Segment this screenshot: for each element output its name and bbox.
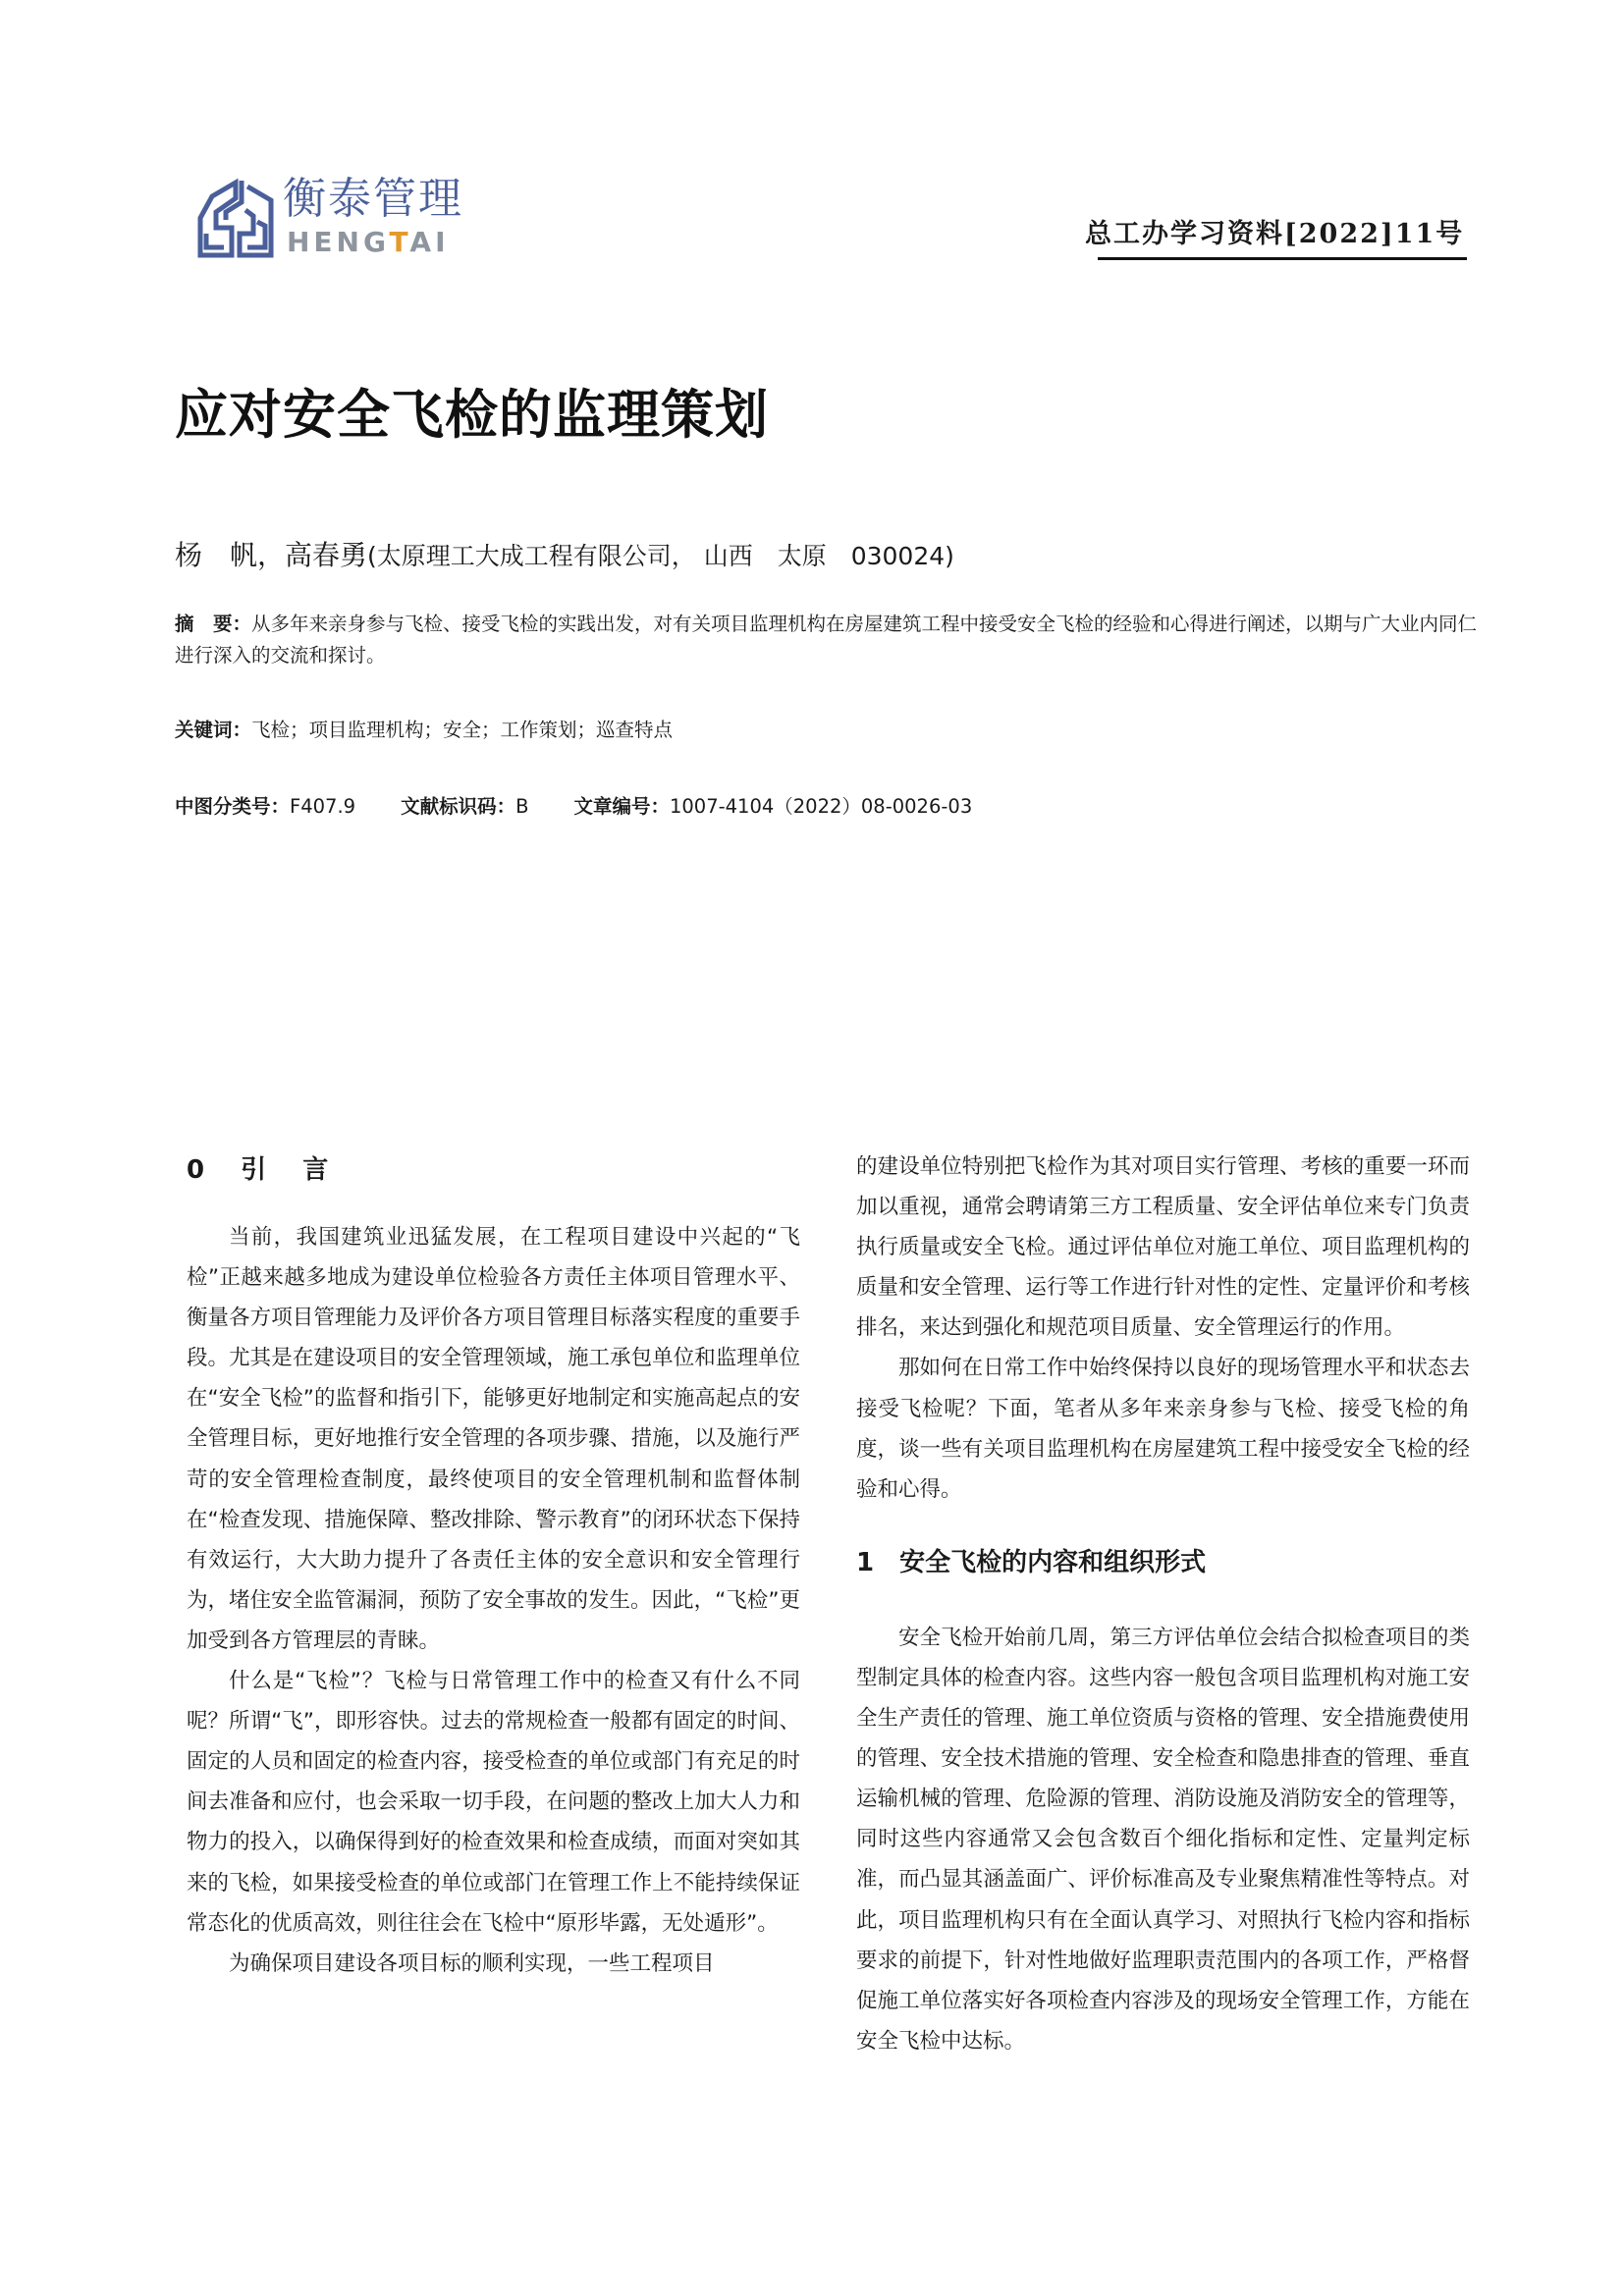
classification-row: [175, 791, 1451, 823]
doc-code-label: 文献标识码：: [401, 795, 516, 818]
article-no-label: 文章编号：: [573, 795, 670, 818]
body-right-column: [856, 1147, 1470, 2061]
series-label: 总工办学习资料[2022]11号: [1085, 219, 1465, 249]
article-no-item: [573, 791, 972, 823]
article-no-value: 1007-4104（2022）08-0026-03: [669, 795, 973, 818]
keywords-label: 关键词：: [175, 719, 252, 741]
logo-english-name: [287, 226, 450, 259]
logo-en-part3: AI: [409, 226, 450, 258]
authors-line: [175, 538, 954, 574]
body-paragraph: 当前，我国建筑业迅猛发展，在工程项目建设中兴起的“飞检”正越来越多地成为建设单位检验各方责任主体项目管理水平、衡量各方项目管理能力及评价各方项目管理目标落实程度的重要手段。尤其是在建设项目的安全管理领域，施工承包单位和监理单位在“安全飞检”的监督和指引下，能够更好地制定和实施高起点的安全管理目标，更好地推行安全管理的各项步骤、措施，以及施行严苛的安全管理检查制度，最终使项目的安全管理机制和监督体制在“检查发现、措施保障、整改排除、警示教育”的闭环状态下保持有效运行，大大助力提升了各责任主体的安全意识和安全管理行为，堵住安全监管漏洞，预防了安全事故的发生。因此，“飞检”更加受到各方管理层的青睐。: [187, 1225, 800, 1653]
body-paragraph-continued: 的建设单位特别把飞检作为其对项目实行管理、考核的重要一环而加以重视，通常会聘请第三方工程质量、安全评估单位来专门负责执行质量或安全飞检。通过评估单位对施工单位、项目监理机构的质量和安全管理、运行等工作进行针对性的定性、定量评价和考核排名，来达到强化和规范项目质量、安全管理运行的作用。: [856, 1154, 1470, 1341]
logo-chinese-name: 衡泰管理: [283, 174, 463, 224]
clc-item: [175, 791, 355, 823]
body-paragraph: 为确保项目建设各项目标的顺利实现，一些工程项目: [229, 1950, 715, 1976]
body-left-column: [187, 1150, 800, 1984]
clc-label: 中图分类号：: [175, 795, 291, 818]
series-underline: [1098, 257, 1467, 260]
abstract-text: 从多年来亲身参与飞检、接受飞检的实践出发，对有关项目监理机构在房屋建筑工程中接受安全飞检的经验和心得进行阐述，以期与广大业内同仁进行深入的交流和探讨。: [175, 613, 1478, 667]
keywords: [175, 715, 1451, 746]
building-logo-icon: [192, 173, 281, 263]
abstract: [175, 609, 1490, 671]
author-affiliation: (太原理工大成工程有限公司， 山西 太原 030024): [367, 542, 954, 570]
author-names: 杨 帆，高春勇: [175, 539, 368, 571]
keywords-text: 飞检；项目监理机构；安全；工作策划；巡查特点: [251, 719, 674, 741]
article-title: 应对安全飞检的监理策划: [175, 384, 769, 446]
doc-code-value: B: [515, 795, 529, 818]
publisher-logo: [192, 173, 497, 271]
clc-value: F407.9: [290, 795, 356, 818]
body-paragraph: 安全飞检开始前几周，第三方评估单位会结合拟检查项目的类型制定具体的检查内容。这些内容一般包含项目监理机构对施工安全生产责任的管理、施工单位资质与资格的管理、安全措施费使用的管理、安全技术措施的管理、安全检查和隐患排查的管理、垂直运输机械的管理、危险源的管理、消防设施及消防安全的管理等，同时这些内容通常又会包含数百个细化指标和定性、定量判定标准，而凸显其涵盖面广、评价标准高及专业聚焦精准性等特点。对此，项目监理机构只有在全面认真学习、对照执行飞检内容和指标要求的前提下，针对性地做好监理职责范围内的各项工作，严格督促施工单位落实好各项检查内容涉及的现场安全管理工作，方能在安全飞检中达标。: [856, 1625, 1470, 2054]
logo-en-accent: T: [389, 226, 410, 258]
section-heading-introduction: 0 引 言: [187, 1155, 343, 1185]
abstract-label: 摘 要：: [175, 613, 252, 635]
logo-en-part1: HENG: [287, 226, 390, 258]
body-paragraph: 那如何在日常工作中始终保持以良好的现场管理水平和状态去接受飞检呢？下面，笔者从多年来亲身参与飞检、接受飞检的角度，谈一些有关项目监理机构在房屋建筑工程中接受安全飞检的经验和心得。: [856, 1356, 1470, 1502]
doc-code-item: [401, 791, 528, 823]
body-paragraph: 什么是“飞检”？飞检与日常管理工作中的检查又有什么不同呢？所谓“飞”，即形容快。过去的常规检查一般都有固定的时间、固定的人员和固定的检查内容，接受检查的单位或部门有充足的时间去准备和应付，也会采取一切手段，在问题的整改上加大人力和物力的投入，以确保得到好的检查效果和检查成绩，而面对突如其来的飞检，如果接受检查的单位或部门在管理工作上不能持续保证常态化的优质高效，则往往会在飞检中“原形毕露，无处遁形”。: [187, 1669, 800, 1936]
section-heading-1: 1 安全飞检的内容和组织形式: [856, 1547, 1207, 1577]
